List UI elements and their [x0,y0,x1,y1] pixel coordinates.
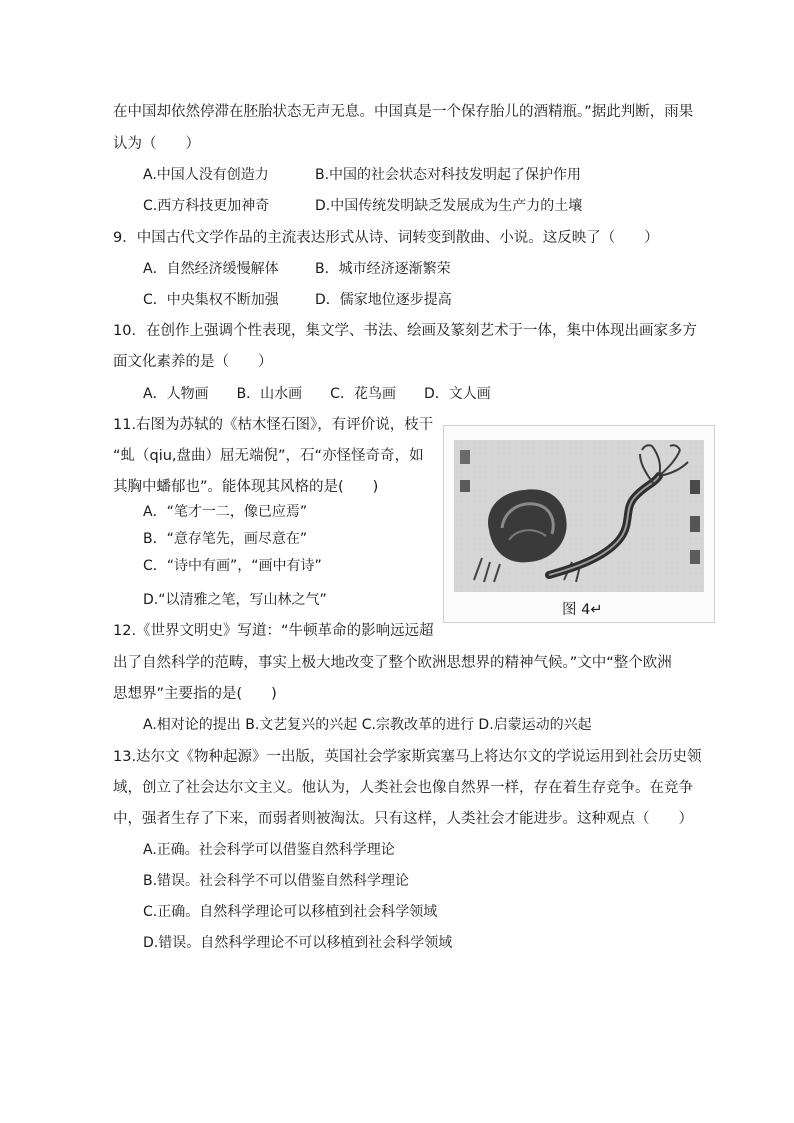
q8-option-a: A.中国人没有创造力 [143,167,269,183]
q9-option-c: C．中央集权不断加强 [143,292,279,308]
q8-option-c: C.西方科技更加神奇 [143,198,270,214]
q8-option-d: D.中国传统发明缺乏发展成为生产力的土壤 [315,198,583,214]
q13-option-a: A.正确。社会科学可以借鉴自然科学理论 [143,842,395,858]
q13-stem-line3: 中，强者生存了下来，而弱者则被淘汰。只有这样，人类社会才能进步。这种观点（ ） [113,811,693,827]
q11-option-a: A．“笔才一二，像已应焉” [143,504,308,520]
painting-image [454,440,704,592]
seal-mark [460,480,470,492]
q13-stem-line1: 13.达尔文《物种起源》一出版，英国社会学家斯宾塞马上将达尔文的学说运用到社会历史领 [113,749,702,765]
q12-stem-line1: 12.《世界文明史》写道：“牛顿革命的影响远远超 [113,623,434,639]
q11-stem-line3: 其胸中蟠郁也”。能体现其风格的是( ) [113,479,379,495]
q13-option-d: D.错误。自然科学理论不可以移植到社会科学领域 [143,935,453,951]
figure-caption: 图 4↵ [562,602,603,618]
q12-options: A.相对论的提出 B.文艺复兴的兴起 C.宗教改革的进行 D.启蒙运动的兴起 [143,717,592,733]
seal-mark [690,480,700,494]
q9-option-b: B．城市经济逐渐繁荣 [315,261,451,277]
painting-figure [443,425,715,623]
q12-stem-line3: 思想界”主要指的是( ) [113,686,277,702]
seal-mark [460,450,470,464]
q11-stem-line2: “虬（qiu,盘曲）屈无端倪”，石“亦怪怪奇奇，如 [113,448,424,464]
seal-mark [690,516,700,532]
q9-option-d: D．儒家地位逐步提高 [315,292,452,308]
q9-stem: 9．中国古代文学作品的主流表达形式从诗、词转变到散曲、小说。这反映了（ ） [113,230,659,246]
q11-option-d: D.“以清雅之笔，写山林之气” [143,592,327,608]
q8-stem-line1: 在中国却依然停滞在胚胎状态无声无息。中国真是一个保存胎儿的酒精瓶。”据此判断，雨果 [113,104,694,120]
q10-stem-line2: 面文化素养的是（ ） [113,354,273,370]
q10-stem-line1: 10．在创作上强调个性表现，集文学、书法、绘画及篆刻艺术于一体，集中体现出画家多方 [113,323,697,339]
q13-option-c: C.正确。自然科学理论可以移植到社会科学领域 [143,904,438,920]
q12-stem-line2: 出了自然科学的范畴，事实上极大地改变了整个欧洲思想界的精神气候。”文中“整个欧洲 [113,655,672,671]
q11-stem-line1: 11.右图为苏轼的《枯木怪石图》，有评价说，枝干 [113,417,434,433]
q10-options: A．人物画 B．山水画 C．花鸟画 D．文人画 [143,386,491,402]
q13-stem-line2: 域，创立了社会达尔文主义。他认为，人类社会也像自然界一样，存在着生存竞争。在竞争 [113,780,693,796]
q11-option-c: C．“诗中有画”，“画中有诗” [143,558,322,574]
q9-option-a: A．自然经济缓慢解体 [143,261,279,277]
q8-stem-line2: 认为（ ） [113,136,200,152]
q8-option-b: B.中国的社会状态对科技发明起了保护作用 [315,167,582,183]
q11-option-b: B．“意存笔先，画尽意在” [143,531,308,547]
seal-mark [690,550,700,564]
q13-option-b: B.错误。社会科学不可以借鉴自然科学理论 [143,873,410,889]
